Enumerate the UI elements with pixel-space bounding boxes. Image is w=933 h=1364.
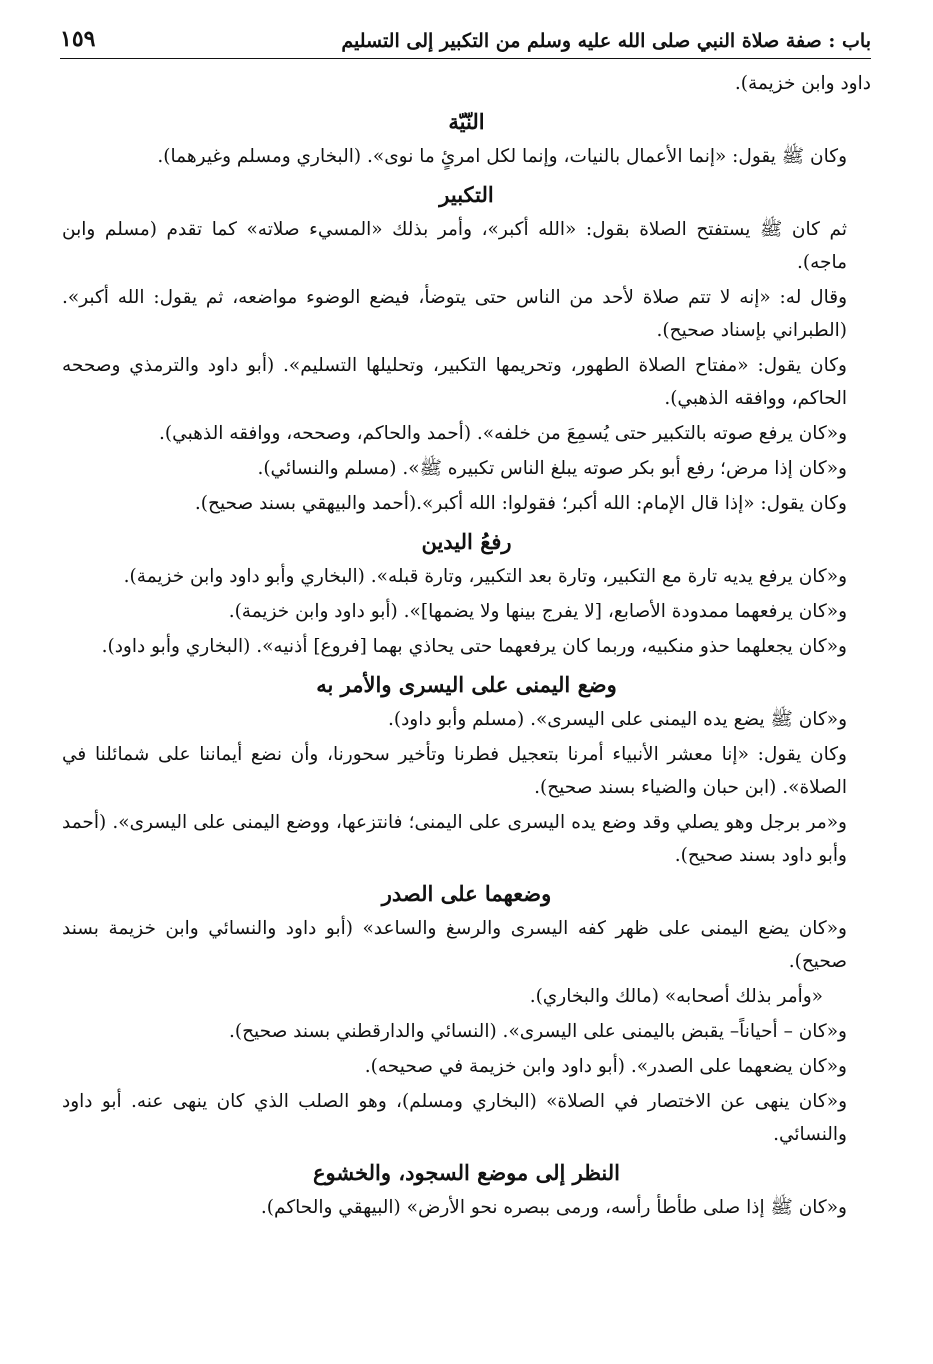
paragraph: و«كان ﷺ يضع يده اليمنى على اليسرى». (مسلم وأبو داود). xyxy=(387,709,847,730)
paragraph: و«كان يرفع يديه تارة مع التكبير، وتارة بعد التكبير، وتارة قبله». (البخاري وأبو داود وابن خزيمة). xyxy=(123,566,847,587)
page-header xyxy=(60,26,871,59)
heading-niyya: النّيّة xyxy=(448,109,485,134)
paragraph: و«كان يضع اليمنى على ظهر كفه اليسرى والرسغ والساعد» (أبو داود والنسائي وابن خزيمة بسند صحيح). xyxy=(62,918,847,972)
heading-takbir: التكبير xyxy=(439,182,494,207)
heading-raf-al-yadayn: رفعُ اليدين xyxy=(421,529,512,554)
paragraph: و«كان ينهى عن الاختصار في الصلاة» (البخاري ومسلم)، وهو الصلب الذي كان ينهى عنه. أبو داود والنسائي. xyxy=(62,1091,847,1145)
paragraph: و«كان – أحياناً– يقبض باليمنى على اليسرى». (النسائي والدارقطني بسند صحيح). xyxy=(229,1021,847,1042)
paragraph: وكان ﷺ يقول: «إنما الأعمال بالنيات، وإنما لكل امرئٍ ما نوى». (البخاري ومسلم وغيرهما). xyxy=(157,146,847,167)
paragraph: و«كان يرفعهما ممدودة الأصابع، [لا يفرج بينها ولا يضمها]». (أبو داود وابن خزيمة). xyxy=(228,601,847,622)
paragraph: و«كان يرفع صوته بالتكبير حتى يُسمِعَ من خلفه». (أحمد والحاكم، وصححه، ووافقه الذهبي). xyxy=(159,423,847,444)
page-number: ١٥٩ xyxy=(60,26,96,52)
page-body xyxy=(62,67,871,1224)
paragraph: ثم كان ﷺ يستفتح الصلاة بقول: «الله أكبر»، وأمر بذلك «المسيء صلاته» كما تقدم (مسلم وابن ماجه). xyxy=(62,219,847,273)
paragraph: و«كان ﷺ إذا صلى طأطأ رأسه، ورمى ببصره نحو الأرض» (البيهقي والحاكم). xyxy=(260,1197,847,1218)
paragraph: وقال له: «إنه لا تتم صلاة لأحد من الناس حتى يتوضأ، فيضع الوضوء مواضعه، ثم يقول: الله أكبر». (الطبراني بإسناد صحيح). xyxy=(62,287,847,341)
paragraph: وكان يقول: «إنا معشر الأنبياء أمرنا بتعجيل فطرنا وتأخير سحورنا، وأن نضع أيماننا على شمائلنا في الصلاة». (ابن حبان والضياء بسند صحيح). xyxy=(62,744,847,798)
paragraph: و«كان يجعلهما حذو منكبيه، وربما كان يرفعهما حتى يحاذي بهما [فروع] أذنيه». (البخاري وأبو داود). xyxy=(101,636,847,657)
heading-wad-al-yumna: وضع اليمنى على اليسرى والأمر به xyxy=(316,672,617,697)
paragraph: وكان يقول: «إذا قال الإمام: الله أكبر؛ فقولوا: الله أكبر».(أحمد والبيهقي بسند صحيح). xyxy=(194,493,847,514)
continuation-paragraph: داود وابن خزيمة). xyxy=(734,73,871,94)
paragraph: وكان يقول: «مفتاح الصلاة الطهور، وتحريمها التكبير، وتحليلها التسليم». (أبو داود والترمذي وصححه الحاكم، ووافقه الذهبي). xyxy=(62,355,847,409)
paragraph: «وأمر بذلك أصحابه» (مالك والبخاري). xyxy=(529,986,823,1007)
running-head: باب : صفة صلاة النبي صلى الله عليه وسلم من التكبير إلى التسليم xyxy=(341,30,871,52)
heading-an-nazar: النظر إلى موضع السجود، والخشوع xyxy=(312,1160,620,1185)
paragraph: و«كان يضعهما على الصدر». (أبو داود وابن خزيمة في صحيحه). xyxy=(364,1056,847,1077)
paragraph: و«كان إذا مرض؛ رفع أبو بكر صوته يبلغ الناس تكبيره ﷺ». (مسلم والنسائي). xyxy=(257,458,847,479)
paragraph: و«مر برجل وهو يصلي وقد وضع يده اليسرى على اليمنى؛ فانتزعها، ووضع اليمنى على اليسرى». (أحمد وأبو داود بسند صحيح). xyxy=(62,812,847,866)
heading-ala-as-sadr: وضعهما على الصدر xyxy=(381,881,552,906)
